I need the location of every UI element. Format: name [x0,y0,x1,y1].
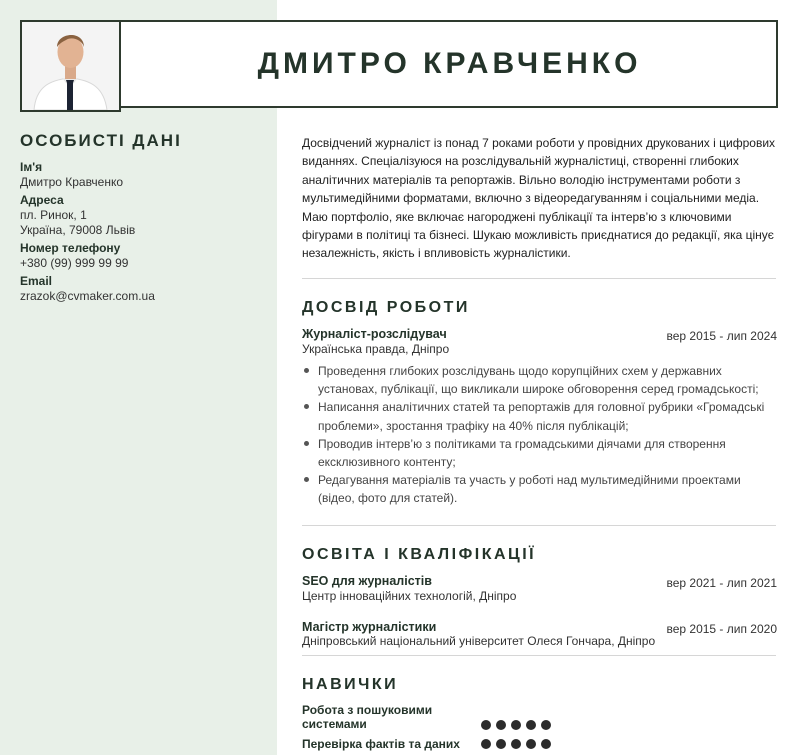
skill-dot [541,739,551,749]
phone-value: +380 (99) 999 99 99 [20,256,129,270]
experience-section-title: ДОСВІД РОБОТИ [302,299,470,316]
skill-dot [496,720,506,730]
education-dates: вер 2015 - лип 2020 [666,622,777,636]
education-section-title: ОСВІТА І КВАЛІФІКАЦІЇ [302,546,537,563]
job-position: Журналіст-розслідувач [302,327,447,341]
skill-dot [526,720,536,730]
skill-dot [526,739,536,749]
skill-dot [541,720,551,730]
skill-name: Перевірка фактів та даних [302,737,460,751]
personal-name [20,160,260,190]
personal-section-title: ОСОБИСТІ ДАНІ [20,131,182,150]
address-line-1: пл. Ринок, 1 [20,208,87,222]
phone-label: Номер телефону [20,241,121,255]
list-item: Проводив інтерв’ю з політиками та громадськими діячами для створення ексклюзивного контенту; [302,435,778,471]
divider [302,525,776,526]
job-duties-list [302,362,778,508]
personal-address [20,193,260,238]
sidebar [0,0,277,755]
skill-dot [511,720,521,730]
skill-dot [481,739,491,749]
personal-phone [20,241,260,271]
skill-dot [496,739,506,749]
skill-dot [481,720,491,730]
education-title: SEO для журналістів [302,574,432,588]
skill-dot [511,739,521,749]
email-value[interactable]: zrazok@cvmaker.com.ua [20,289,155,303]
skills-section-title: НАВИЧКИ [302,676,399,693]
address-line-2: Україна, 79008 Львів [20,223,136,237]
person-photo-icon [22,22,119,110]
profile-summary: Досвідчений журналіст із понад 7 роками роботи у провідних друкованих і цифрових виданнях. Спеціалізуюся на розслідувальній журналістиці, створенні глибоких аналітичних матеріалів та репортажів. Вільно володію інструментами роботи з мультимедійними форматами, включно з відеоредагуванням і соціальними медіа. Маю портфоліо, яке включає нагороджені публікації та інтерв’ю з ключовими фігурами в політиці та бізнесі. Шукаю можливість приєднатися до редакції, яка цінує незалежність, якість і впливовість журналістики. [302,136,776,261]
education-title: Магістр журналістики [302,620,437,634]
education-org: Дніпровський національний університет Олеся Гончара, Дніпро [302,634,656,648]
job-dates: вер 2015 - лип 2024 [666,329,777,343]
education-org: Центр інноваційних технологій, Дніпро [302,589,517,603]
skill-name: Робота з пошуковими системами [302,703,433,731]
job-organization: Українська правда, Дніпро [302,342,450,356]
address-label: Адреса [20,193,64,207]
list-item: Проведення глибоких розслідувань щодо корупційних схем у державних установах, публікації, що викликали широке обговорення серед громадськості; [302,362,778,398]
name-value: Дмитро Кравченко [20,175,124,189]
education-dates: вер 2021 - лип 2021 [666,576,777,590]
list-item: Написання аналітичних статей та репортажів для головної рубрики «Громадські проблеми», зростання трафіку на 40% після публікацій; [302,398,778,434]
email-label: Email [20,274,53,288]
divider [302,655,776,656]
personal-email [20,274,260,304]
skill-rating [481,739,551,749]
candidate-name: ДМИТРО КРАВЧЕНКО [257,47,642,80]
profile-photo [20,20,121,112]
name-label: Ім'я [20,160,43,174]
skill-rating [481,720,551,730]
divider [302,278,776,279]
list-item: Редагування матеріалів та участь у роботі над мультимедійними проектами (відео, фото для статей). [302,471,778,507]
